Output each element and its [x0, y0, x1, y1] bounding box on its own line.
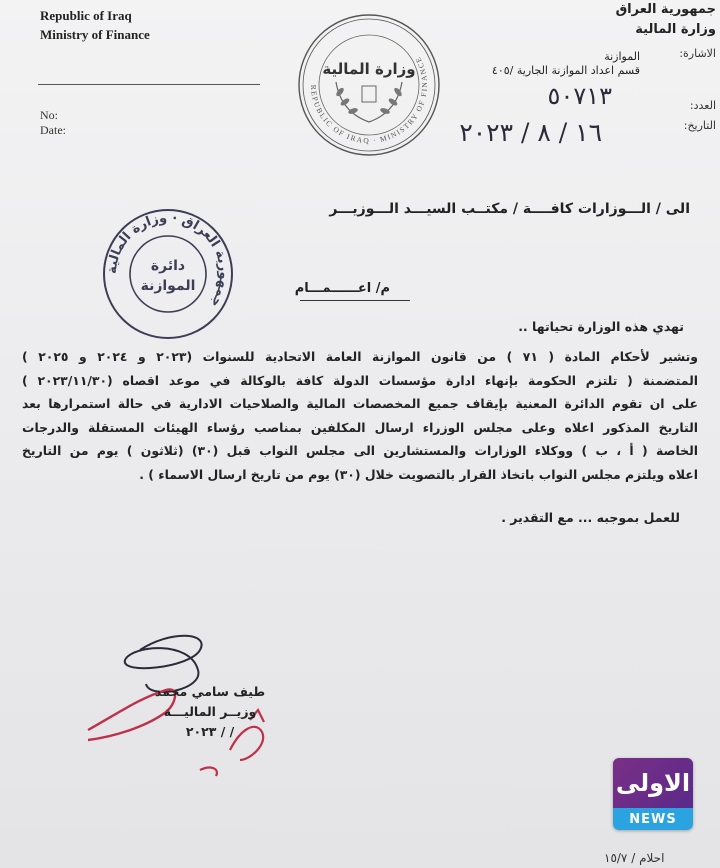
news-logo	[613, 758, 693, 830]
header-divider	[38, 84, 260, 85]
subject-line: م/ اعــــــمـــام	[294, 281, 390, 296]
signatory-name: طيف سامي محمد	[154, 684, 266, 699]
country-name-en: Republic of Iraq	[40, 8, 132, 23]
ar-ref-label: الاشارة:	[679, 47, 716, 60]
department-reference	[492, 50, 640, 78]
en-date-label: Date:	[40, 123, 66, 137]
section-name: قسم اعداد الموازنة الجارية /٤٠٥	[491, 64, 640, 77]
filing-note: احلام / ١٥/٧	[604, 851, 665, 865]
stamp-inner-line2: الموازنة	[140, 278, 196, 294]
ministry-seal-icon	[296, 12, 442, 158]
body-line: وتشير لأحكام المادة ( ٧١ ) من قانون الموازنة العامة الاتحادية للسنوات (٢٠٢٣ و ٢٠٢٤ و ٢٠٢٥ )	[22, 349, 698, 364]
signatory-date: / / ٢٠٢٣	[185, 724, 235, 739]
handwritten-reference-number: ٥٠٧١٣	[547, 82, 612, 110]
ministry-name-ar: وزارة المالية	[635, 22, 716, 37]
signatory-block	[130, 682, 290, 742]
addressee-line: الى / الـــوزارات كافــــة / مكتــب السيـــد الـــوزيـــر	[329, 201, 690, 217]
en-number-label: No:	[40, 108, 58, 122]
seal-ring-text: REPUBLIC OF IRAQ · MINISTRY OF FINANCE	[308, 54, 430, 146]
stamp-outer-text: جمهورية العراق · وزارة المالية	[104, 210, 232, 310]
letter-body	[22, 345, 698, 486]
body-line: التاريخ المذكور اعلاه وعلى مجلس الوزراء ارسال المكلفين بمناصب رؤساء الهيئات المستقلة والدرجات	[22, 419, 698, 435]
greeting-line: تهدي هذه الوزارة تحياتها ..	[518, 319, 684, 334]
body-line: المتضمنة ( تلتزم الحكومة بإنهاء ادارة مؤسسات الدولة كافة بالوكالة في موعد اقصاه (٢٠٢٣/١١/٣٠ )	[22, 372, 698, 388]
closing-line: للعمل بموجبه ... مع التقدير .	[501, 510, 680, 525]
signatory-title: وزيــر الماليـــة	[163, 704, 257, 719]
stamp-inner-line1: دائرة	[150, 258, 186, 274]
news-logo-sub: NEWS	[613, 808, 693, 830]
department-name: الموازنة	[604, 50, 640, 63]
directorate-stamp-icon	[100, 206, 236, 342]
country-name-ar: جمهورية العراق	[615, 2, 716, 17]
english-number-date	[40, 108, 66, 138]
ar-number-label: العدد:	[689, 99, 716, 112]
ar-date-label: التاريخ:	[683, 119, 716, 132]
news-logo-name: الاولى	[613, 758, 693, 808]
body-line: اعلاه ويلتزم مجلس النواب باتخاذ القرار بالتصويت خلال (٣٠) يوم من تاريخ ارسال الاسماء ) .	[139, 466, 698, 482]
handwritten-date: ١٦ / ٨ / ٢٠٢٣	[459, 118, 602, 147]
ministry-name-en: Ministry of Finance	[40, 27, 150, 42]
body-line: على ان تقوم الدائرة المعنية بإيقاف جميع المخصصات المالية والصلاحيات الادارية في حالة استمرارها بعد	[22, 396, 698, 411]
subject-underline	[300, 300, 410, 301]
seal-ministry-text: وزارة المالية	[322, 60, 416, 78]
arabic-letterhead	[616, 0, 716, 40]
arabic-number-date	[679, 44, 716, 136]
body-line: الخاصة ( أ ، ب ) ووكلاء الوزارات والمستشارين الى مجلس النواب قبل (٣٠) (ثلاثون ) يوم من التاريخ	[22, 443, 698, 458]
english-letterhead	[40, 6, 150, 44]
